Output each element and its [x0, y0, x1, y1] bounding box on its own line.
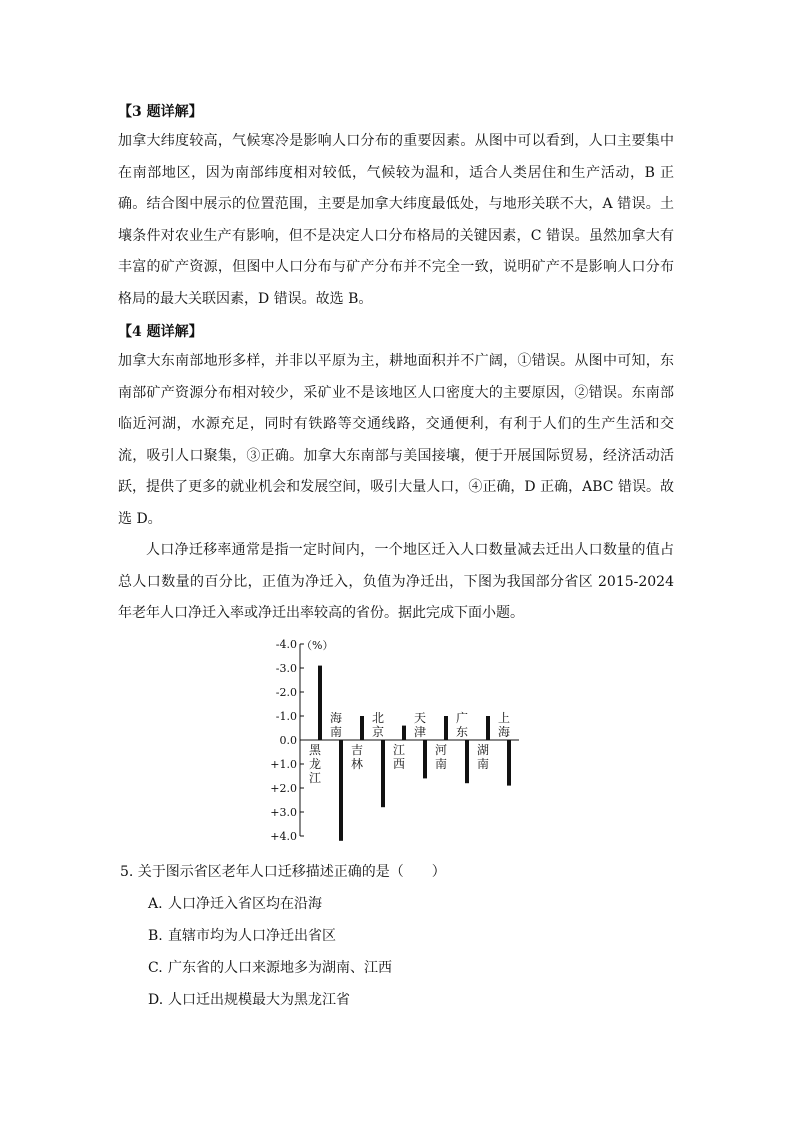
question-stem: 5. 关于图示省区老年人口迁移描述正确的是（ ） — [120, 864, 446, 880]
bar-湖南 — [486, 716, 490, 740]
section-3-heading: 【3 题详解】 — [118, 104, 203, 120]
option-a-letter: A. — [148, 896, 163, 912]
y-tick-label: +1.0 — [270, 758, 297, 771]
category-label: 天 — [413, 711, 427, 725]
category-label: 南 — [434, 757, 448, 771]
option-d-letter: D. — [148, 992, 164, 1008]
option-c-text: 广东省的人口来源地多为湖南、江西 — [168, 960, 392, 976]
y-tick-label: -1.0 — [275, 710, 297, 723]
migration-rate-chart — [260, 632, 540, 847]
section-3-explanation: 加拿大纬度较高，气候寒冷是影响人口分布的重要因素。从图中可以看到，人口主要集中在南部地区，因为南部纬度相对较低，气候较为温和，适合人类居住和生产活动，B 正确。结合图中展示的位置范围，主要是加拿大纬度最低处，与地形关联不大，A 错误。土壤条件对农业生产有影响，但不是决定人口分布格局的关键因素，C 错误。虽然加拿大有丰富的矿产资源，但图中人口分布与矿产分布并不完全一致，说明矿产不是影响人口分布格局的最大关联因素，D 错误。故选 B。 — [118, 133, 674, 307]
option-b[interactable] — [148, 925, 336, 945]
bar-河南 — [444, 716, 448, 740]
category-label: 津 — [413, 725, 427, 739]
option-b-letter: B. — [148, 928, 163, 944]
category-label: 西 — [392, 757, 406, 771]
option-c-letter: C. — [148, 960, 163, 976]
category-label: 河 — [434, 743, 448, 757]
bar-吉林 — [360, 716, 364, 740]
section-4-explanation: 加拿大东南部地形多样，并非以平原为主，耕地面积并不广阔，①错误。从图中可知，东南部矿产资源分布相对较少，采矿业不是该地区人口密度大的主要原因，②错误。东南部临近河湖，水源充足，同时有铁路等交通线路，交通便利，有利于人们的生产生活和交流，吸引人口聚集，③正确。加拿大东南部与美国接壤，便于开展国际贸易，经济活动活跃，提供了更多的就业机会和发展空间，吸引大量人口，④正确，D 正确，ABC 错误。故选 D。 — [118, 353, 674, 527]
bar-黑龙江 — [318, 666, 322, 740]
y-tick-label: -2.0 — [275, 686, 297, 699]
category-label: 海 — [497, 725, 511, 739]
intro-paragraph: 人口净迁移率通常是指一定时间内，一个地区迁入人口数量减去迁出人口数量的值占总人口数量的百分比，正值为净迁入，负值为净迁出，下图为我国部分省区 2015-2024 年老年人口净迁入率或净迁出率较高的省份。据此完成下面小题。 — [118, 542, 674, 621]
bar-江西 — [402, 726, 406, 740]
y-tick-label: +3.0 — [270, 806, 297, 819]
category-label: 南 — [329, 725, 343, 739]
category-label: 吉 — [350, 743, 364, 757]
category-label: 江 — [392, 743, 406, 757]
category-label: 江 — [308, 771, 322, 785]
category-label: 东 — [455, 725, 469, 739]
bar-天津 — [423, 740, 427, 778]
category-label: 上 — [497, 711, 511, 725]
category-label: 林 — [350, 757, 364, 771]
y-tick-label: -4.0 — [275, 638, 297, 651]
category-label: 北 — [371, 711, 385, 725]
y-unit-label: （%） — [301, 639, 334, 652]
y-tick-label: +4.0 — [270, 830, 297, 843]
y-tick-label: -3.0 — [275, 662, 297, 675]
category-label: 海 — [329, 711, 343, 725]
category-label: 京 — [371, 725, 385, 739]
category-label: 南 — [476, 757, 490, 771]
category-label: 广 — [455, 711, 469, 725]
category-label: 龙 — [308, 757, 322, 771]
option-d[interactable] — [148, 989, 350, 1009]
y-tick-label: 0.0 — [279, 734, 297, 747]
option-a[interactable] — [148, 893, 322, 913]
category-label: 湖 — [476, 743, 490, 757]
bar-上海 — [507, 740, 511, 786]
option-d-text: 人口迁出规模最大为黑龙江省 — [168, 992, 350, 1008]
section-4-heading: 【4 题详解】 — [118, 324, 203, 340]
option-c[interactable] — [148, 957, 392, 977]
bar-海南 — [339, 740, 343, 841]
option-b-text: 直辖市均为人口净迁出省区 — [168, 928, 336, 944]
category-label: 黑 — [308, 743, 322, 757]
y-tick-label: +2.0 — [270, 782, 297, 795]
bar-广东 — [465, 740, 469, 783]
bar-北京 — [381, 740, 385, 807]
option-a-text: 人口净迁入省区均在沿海 — [168, 896, 322, 912]
